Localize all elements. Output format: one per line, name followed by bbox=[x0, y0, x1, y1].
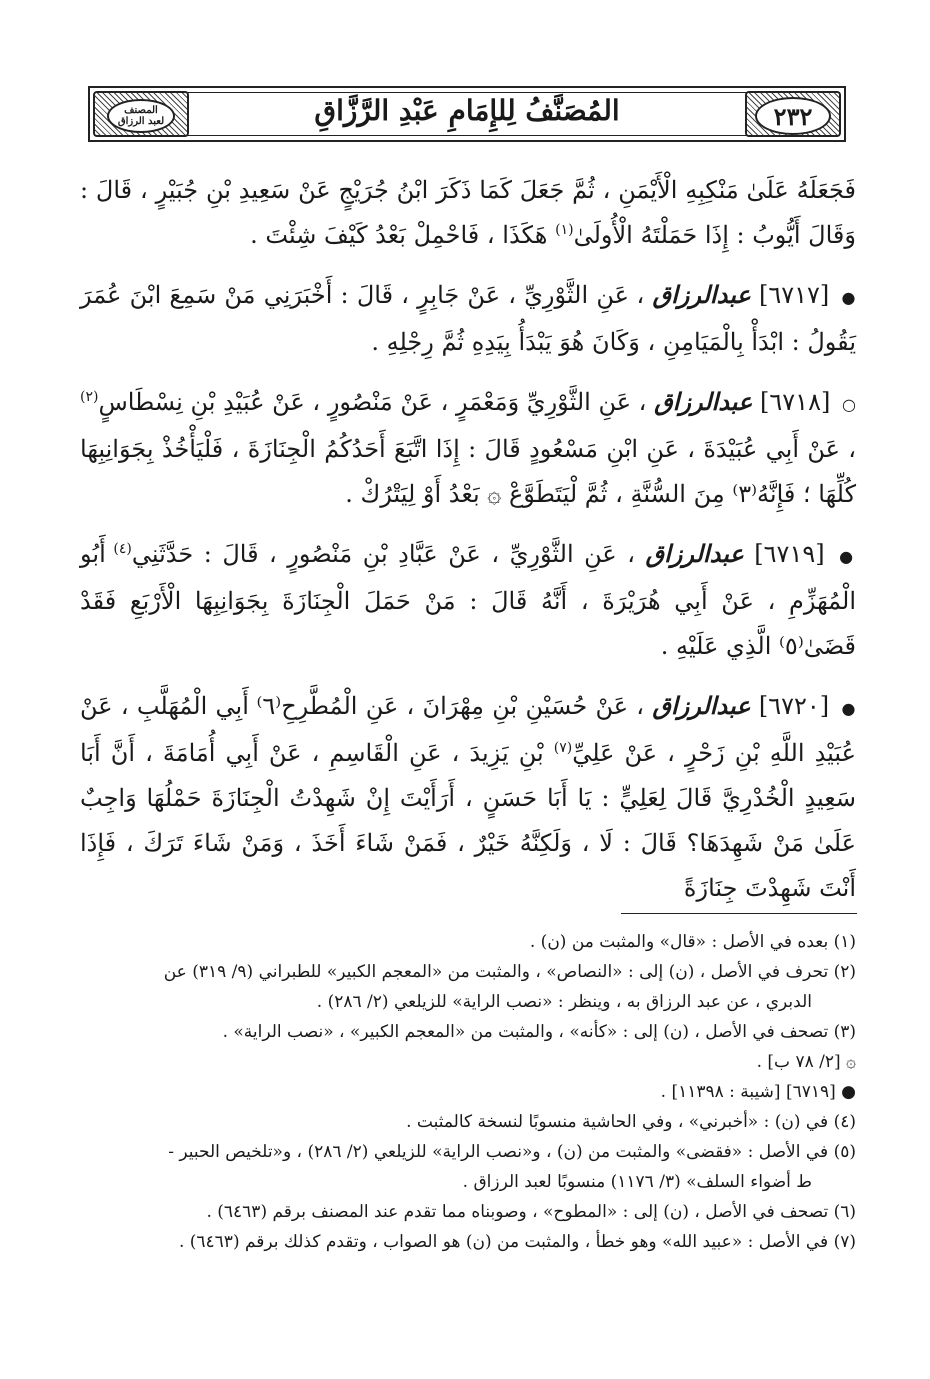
footnote-ref[interactable]: (٤) bbox=[113, 541, 132, 557]
page-header bbox=[88, 86, 846, 142]
footnote-2-cont: الدبري ، عن عبد الرزاق به ، وينظر : «نصب الراية» للزيلعي (٢/ ٢٨٦) . bbox=[316, 992, 812, 1012]
paragraph-text: ، عَنِ الثَّوْرِيِّ ، عَنْ عَبَّادِ بْنِ مَنْصُورٍ ، قَالَ : حَدَّثَنِي bbox=[131, 540, 635, 568]
hadith-number: [٦٧١٧] bbox=[758, 281, 830, 309]
book-seal-ornament bbox=[93, 91, 189, 137]
bullet-marker: ● bbox=[841, 699, 857, 718]
footnotes bbox=[80, 927, 856, 1257]
paragraph-tail: ، عَنْ أَبِي عُبَيْدَةَ ، عَنِ ابْنِ مَسْعُودٍ قَالَ : إِذَا اتَّبَعَ أَحَدُكُمُ الْجِنَازَةَ ، فَلْيَأْخُذْ بِجَوَانِبِهَا كُلِّهَا ؛ فَإِنَّهُ⁽٣⁾ مِنَ السُّنَّةِ ، ثُمَّ لْيَتَطَوَّعْ ۞ بَعْدُ أَوْ لِيَتْرُكْ . bbox=[80, 435, 856, 508]
paragraph-tail: بْنِ يَزِيدَ ، عَنِ الْقَاسِمِ ، عَنْ أَبِي أُمَامَةَ ، أَنَّ أَبَا سَعِيدٍ الْخُدْرِيَّ قَالَ لِعَلِيٍّ : يَا أَبَا حَسَنٍ ، أَرَأَيْتَ إِنْ شَهِدْتُ الْجِنَازَةَ حَمْلُهَا وَاجِبٌ عَلَىٰ مَنْ شَهِدَهَا؟ قَالَ : لَا ، وَلَكِنَّهُ خَيْرٌ ، فَمَنْ شَاءَ أَخَذَ ، وَمَنْ شَاءَ تَرَكَ ، فَإِذَا أَنْتَ شَهِدْتَ جِنَازَةً bbox=[80, 739, 856, 902]
bullet-marker: ● bbox=[839, 547, 856, 566]
source-ref-6719: ● [٦٧١٩] [شيبة : ١١٣٩٨] . bbox=[660, 1082, 856, 1102]
paragraph-text: ، عَنْ حُسَيْنِ بْنِ مِهْرَانَ ، عَنِ الْمُطَّرِحِ⁽٦⁾ أَبِي الْمُهَلَّبِ ، عَنْ عُبَيْدِ اللَّهِ بْنِ زَحْرٍ ، عَنْ عَلِيِّ bbox=[80, 692, 856, 767]
bullet-marker: ● bbox=[841, 288, 857, 307]
page-number-ornament bbox=[745, 91, 841, 137]
footnote-ref[interactable]: (١) bbox=[555, 222, 574, 238]
page-number: ٢٣٢ bbox=[755, 97, 831, 135]
bullet-marker: ○ bbox=[841, 395, 856, 414]
footnote-1: (١) بعده في الأصل : «قال» والمثبت من (ن) . bbox=[529, 932, 856, 952]
footnote-ref[interactable]: (٧) bbox=[553, 740, 573, 756]
hadith-6719 bbox=[80, 531, 856, 669]
paragraph-text: فَجَعَلَهُ عَلَىٰ مَنْكِبِهِ الْأَيْمَنِ ، ثُمَّ جَعَلَ كَمَا ذَكَرَ ابْنُ جُرَيْجٍ عَنْ سَعِيدِ بْنِ جُبَيْرٍ ، قَالَ : وَقَالَ أَيُّوبُ : إِذَا حَمَلْتَهُ الْأُولَىٰ bbox=[80, 176, 856, 249]
page-ref-note: ۞ [٢/ ٧٨ ب] . bbox=[756, 1052, 856, 1072]
footnote-7: (٧) في الأصل : «عبيد الله» وهو خطأ ، والمثبت من (ن) هو الصواب ، وتقدم كذلك برقم (٦٤٦٣) . bbox=[178, 1232, 856, 1252]
narrator-lead: عبدالرزاق bbox=[652, 280, 751, 309]
footnote-3: (٣) تصحف في الأصل ، (ن) إلى : «كأنه» ، والمثبت من «المعجم الكبير» ، «نصب الراية» . bbox=[222, 1022, 856, 1042]
hadith-number: [٦٧١٩] bbox=[754, 540, 825, 568]
paragraph-text: ، عَنِ الثَّوْرِيِّ ، عَنْ جَابِرٍ ، قَالَ : أَخْبَرَنِي مَنْ سَمِعَ ابْنَ عُمَرَ يَقُولُ : ابْدَأْ بِالْمَيَامِنِ ، وَكَانَ هُوَ يَبْدَأُ بِيَدِهِ ثُمَّ رِجْلِهِ . bbox=[80, 281, 856, 356]
hadith-number: [٦٧١٨] bbox=[760, 388, 831, 416]
seal-line-1: المصنف bbox=[124, 105, 158, 116]
footnote-ref[interactable]: (٢) bbox=[80, 389, 99, 405]
hadith-6720 bbox=[80, 683, 856, 911]
seal-line-2: لعبد الرزاق bbox=[117, 116, 165, 127]
main-text bbox=[80, 168, 856, 925]
narrator-lead: عبدالرزاق bbox=[654, 387, 753, 416]
paragraph-tail: أَبُو الْمُهَزِّمِ ، عَنْ أَبِي هُرَيْرَةَ ، أَنَّهُ قَالَ : مَنْ حَمَلَ الْجِنَازَةَ بِجَوَانِبِهَا الْأَرْبَعِ فَقَدْ قَضَىٰ⁽٥⁾ الَّذِي عَلَيْهِ . bbox=[80, 540, 856, 660]
narrator-lead: عبدالرزاق bbox=[645, 539, 744, 568]
book-seal-icon bbox=[107, 99, 175, 133]
hadith-number: [٦٧٢٠] bbox=[758, 692, 830, 720]
narrator-lead: عبدالرزاق bbox=[652, 691, 751, 720]
hadith-6717 bbox=[80, 272, 856, 365]
footnote-2: (٢) تحرف في الأصل ، (ن) إلى : «النصاص» ، والمثبت من «المعجم الكبير» للطبراني (٩/ ٣١٩) عن bbox=[163, 962, 856, 982]
footnote-5: (٥) في الأصل : «فقضى» والمثبت من (ن) ، و«نصب الراية» للزيلعي (٢/ ٢٨٦) ، و«تلخيص الحبير - bbox=[168, 1142, 856, 1162]
footnote-6: (٦) تصحف في الأصل ، (ن) إلى : «المطوح» ، وصوبناه مما تقدم عند المصنف برقم (٦٤٦٣) . bbox=[206, 1202, 856, 1222]
hadith-6718 bbox=[80, 379, 856, 517]
footnote-4: (٤) في (ن) : «أخبرني» ، وفي الحاشية منسوبًا لنسخة كالمثبت . bbox=[406, 1112, 856, 1132]
paragraph-text: ، عَنِ الثَّوْرِيِّ وَمَعْمَرٍ ، عَنْ مَنْصُورٍ ، عَنْ عُبَيْدِ بْنِ نِسْطَاسٍ bbox=[98, 388, 647, 416]
paragraph-0 bbox=[80, 168, 856, 258]
footnote-divider bbox=[621, 913, 857, 914]
paragraph-tail: هَكَذَا ، فَاحْمِلْ بَعْدُ كَيْفَ شِئْتَ . bbox=[250, 221, 556, 249]
book-title: المُصَنَّفُ لِلإِمَامِ عَبْدِ الرَّزَّاقِ bbox=[314, 94, 620, 127]
footnote-5-cont: ط أضواء السلف» (٣/ ١١٧٦) منسوبًا لعبد الرزاق . bbox=[462, 1172, 812, 1192]
